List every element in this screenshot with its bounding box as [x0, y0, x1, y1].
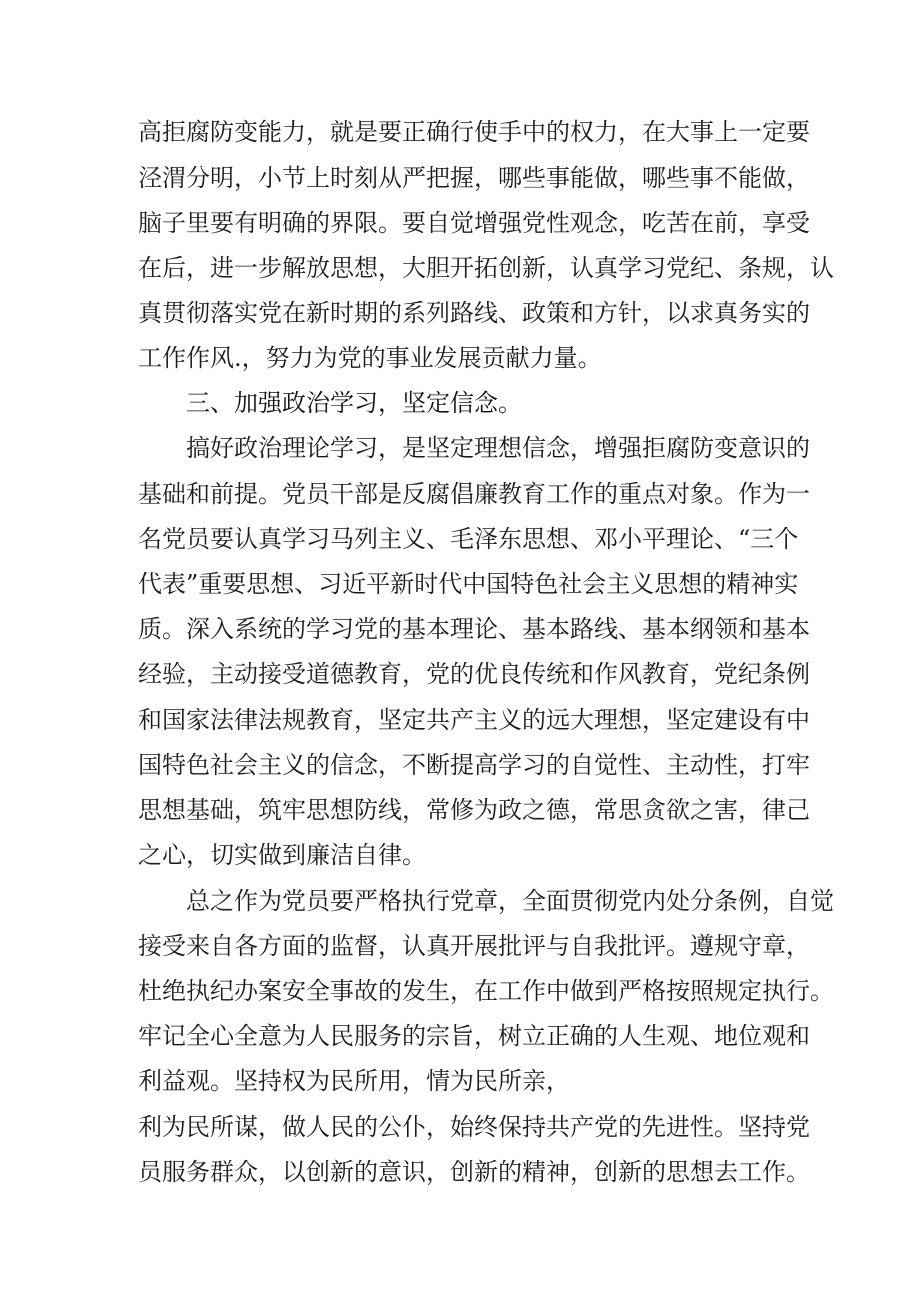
section-heading: 三、加强政治学习，坚定信念。: [186, 389, 522, 417]
paragraph-line: 员服务群众，以创新的意识，创新的精神，创新的思想去工作。: [138, 1158, 810, 1186]
paragraph-line: 泾渭分明，小节上时刻从严把握，哪些事能做，哪些事不能做，: [138, 164, 810, 192]
paragraph-line: 国特色社会主义的信念，不断提高学习的自觉性、主动性，打牢: [138, 751, 810, 779]
paragraph-line: 工作作风.，努力为党的事业发展贡献力量。: [138, 344, 602, 372]
paragraph-line: 利为民所谋，做人民的公仆，始终保持共产党的先进性。坚持党: [138, 1113, 810, 1141]
paragraph-line: 在后，进一步解放思想，大胆开拓创新，认真学习党纪、条规，认: [138, 254, 834, 282]
paragraph-line: 牢记全心全意为人民服务的宗旨，树立正确的人生观、地位观和: [138, 1022, 810, 1050]
paragraph-line: 质。深入系统的学习党的基本理论、基本路线、基本纲领和基本: [138, 615, 810, 643]
paragraph-line: 高拒腐防变能力，就是要正确行使手中的权力，在大事上一定要: [138, 118, 810, 146]
paragraph-line: 杜绝执纪办案安全事故的发生，在工作中做到严格按照规定执行。: [138, 977, 834, 1005]
paragraph-line: 利益观。坚持权为民所用，情为民所亲，: [138, 1067, 570, 1095]
paragraph-line: 代表”重要思想、习近平新时代中国特色社会主义思想的精神实: [138, 570, 799, 598]
paragraph-line: 脑子里要有明确的界限。要自觉增强党性观念，吃苦在前，享受: [138, 209, 810, 237]
paragraph-line: 思想基础，筑牢思想防线，常修为政之德，常思贪欲之害，律己: [138, 796, 810, 824]
paragraph-line: 之心，切实做到廉洁自律。: [138, 841, 426, 869]
paragraph-line: 真贯彻落实党在新时期的系列路线、政策和方针，以求真务实的: [138, 299, 810, 327]
paragraph-line: 搞好政治理论学习，是坚定理想信念，增强拒腐防变意识的: [186, 434, 810, 462]
paragraph-line: 接受来自各方面的监督，认真开展批评与自我批评。遵规守章，: [138, 932, 810, 960]
paragraph-line: 和国家法律法规教育，坚定共产主义的远大理想，坚定建设有中: [138, 706, 810, 734]
paragraph-line: 名党员要认真学习马列主义、毛泽东思想、邓小平理论、“三个: [138, 525, 799, 553]
paragraph-line: 基础和前提。党员干部是反腐倡廉教育工作的重点对象。作为一: [138, 480, 810, 508]
paragraph-line: 总之作为党员要严格执行党章，全面贯彻党内处分条例，自觉: [186, 887, 834, 915]
paragraph-line: 经验，主动接受道德教育，党的优良传统和作风教育，党纪条例: [138, 660, 810, 688]
